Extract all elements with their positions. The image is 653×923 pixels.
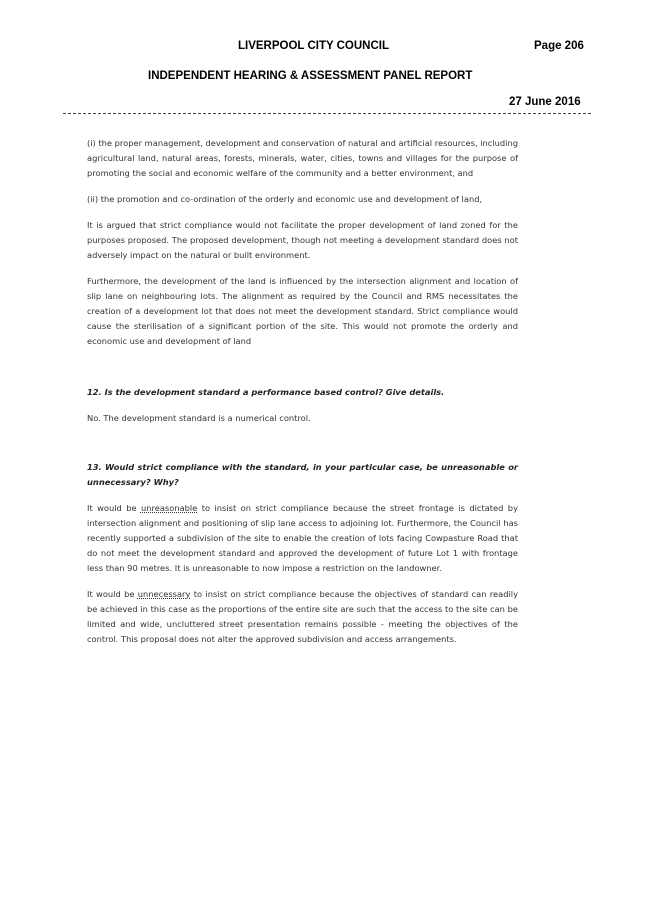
text-fragment: It would be	[87, 503, 141, 513]
paragraph-furthermore: Furthermore, the development of the land is influenced by the intersection alignment and location of slip lane on neighbouring lots. The alignment as required by the Council and RMS necessitates the creation of a development lot that does not meet the development standard. Strict compliance would cause the sterilisation of a significant portion of the site. This would not promote the orderly and economic use and development of land	[87, 276, 518, 346]
paragraph-argument: It is argued that strict compliance would not facilitate the proper development of land zoned for the purposes proposed. The proposed development, though not meeting a development standard does not adversely impact on the natural or built environment.	[87, 220, 518, 260]
header-divider	[63, 113, 591, 114]
page-number: Page 206	[534, 40, 584, 52]
underlined-term-unnecessary: unnecessary	[137, 589, 191, 599]
paragraph-objective-ii: (ii) the promotion and co-ordination of the orderly and economic use and development of land,	[87, 194, 483, 204]
council-name: LIVERPOOL CITY COUNCIL	[238, 40, 390, 52]
text-fragment: to insist on strict compliance because the objectives of standard can readily be achieved in this case as the proportions of the entire site are such that the access to the site can be limited and wide, uncluttered street presentation remains possible - meeting the objectives of the control. This proposal does not alter the approved subdivision and access arrangements.	[87, 589, 518, 644]
answer-12: No. The development standard is a numerical control.	[87, 413, 311, 423]
text-fragment: It would be	[87, 589, 138, 599]
paragraph-unnecessary	[87, 587, 518, 647]
underlined-term-unreasonable: unreasonable	[140, 503, 198, 513]
question-12-heading: 12. Is the development standard a performance based control? Give details.	[87, 387, 445, 397]
report-date: 27 June 2016	[509, 96, 581, 108]
paragraph-unreasonable	[87, 501, 518, 576]
paragraph-objective-i: (i) the proper management, development and conservation of natural and artificial resources, including agricultural land, natural areas, forests, minerals, water, cities, towns and villages for the purpose of promoting the social and economic welfare of the community and a better environment, and	[87, 138, 519, 178]
report-title: INDEPENDENT HEARING & ASSESSMENT PANEL REPORT	[148, 70, 473, 82]
report-body	[87, 136, 518, 658]
question-13-heading: 13. Would strict compliance with the standard, in your particular case, be unreasonable or unnecessary? Why?	[87, 462, 518, 487]
text-fragment: to insist on strict compliance because the street frontage is dictated by intersection alignment and positioning of slip lane access to adjoining lot. Furthermore, the Council has recently supported a subdivision of the site to enable the creation of lots facing Cowpasture Road that do not meet the development standard and approved the development of future Lot 1 with frontage less than 90 metres. It is unreasonable to now impose a restriction on the landowner.	[87, 503, 518, 573]
